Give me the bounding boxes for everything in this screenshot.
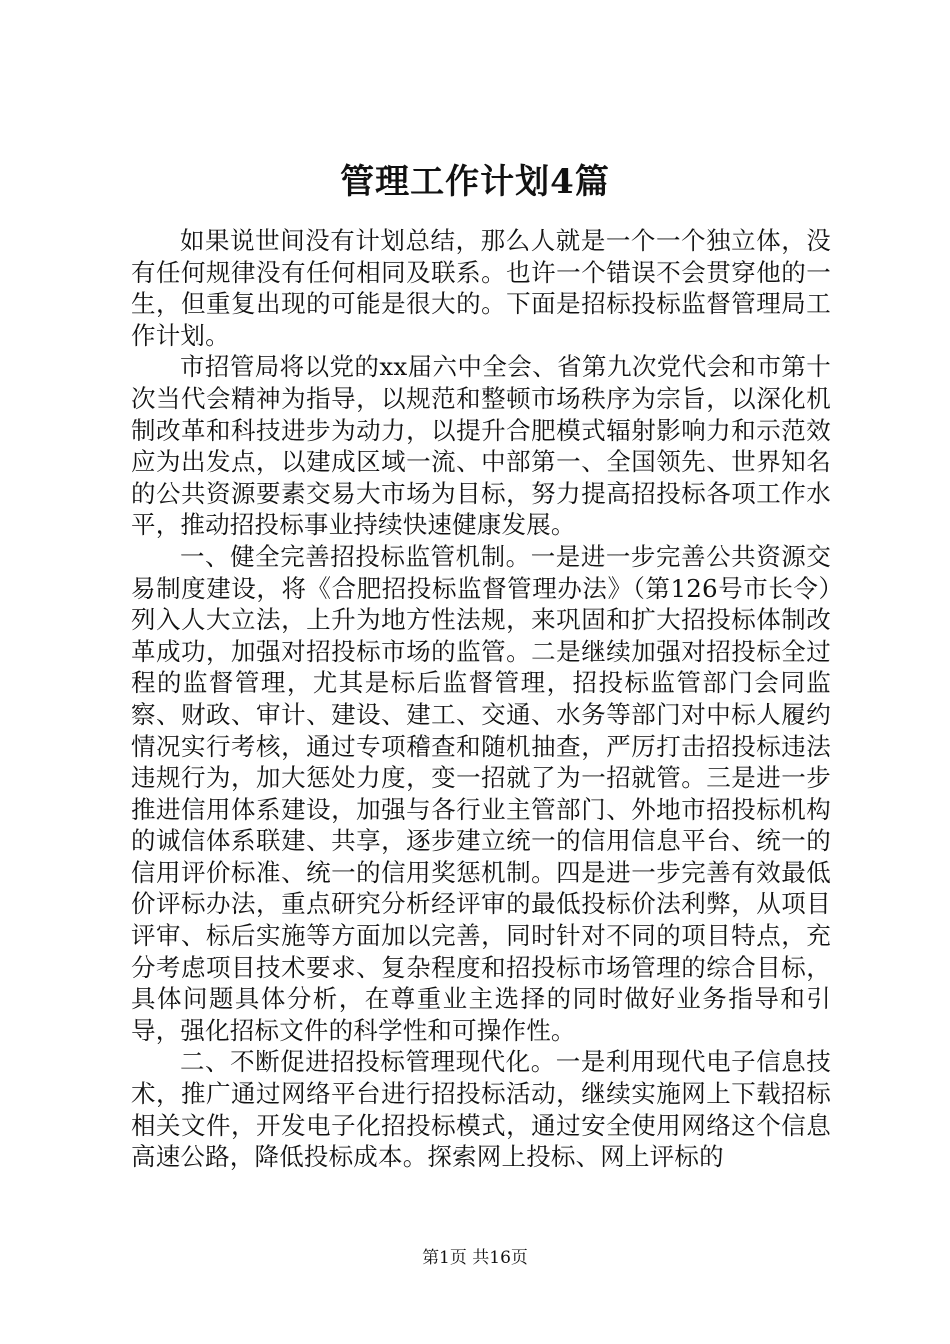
paragraph-section-two: 二、不断促进招投标管理现代化。一是利用现代电子信息技术，推广通过网络平台进行招投标活动，继续实施网上下载招标相关文件，开发电子化招投标模式，通过安全使用网络这个信息高速公路，降低投标成本。探索网上投标、网上评标的 bbox=[131, 1047, 831, 1172]
page-total: 共16页 bbox=[472, 1248, 528, 1268]
document-title: 管理工作计划4篇 bbox=[340, 162, 610, 202]
page-footer bbox=[0, 1247, 950, 1269]
document-body bbox=[131, 225, 831, 1173]
paragraph-section-one: 一、健全完善招投标监管机制。一是进一步完善公共资源交易制度建设，将《合肥招投标监督管理办法》（第126号市长令）列入人大立法，上升为地方性法规，来巩固和扩大招投标体制改革成功，加强对招投标市场的监管。二是继续加强对招投标全过程的监督管理，尤其是标后监督管理，招投标监管部门会同监察、财政、审计、建设、建工、交通、水务等部门对中标人履约情况实行考核，通过专项稽查和随机抽查，严厉打击招投标违法违规行为，加大惩处力度，变一招就了为一招就管。三是进一步推进信用体系建设，加强与各行业主管部门、外地市招投标机构的诚信体系联建、共享，逐步建立统一的信用信息平台、统一的信用评价标准、统一的信用奖惩机制。四是进一步完善有效最低价评标办法，重点研究分析经评审的最低投标价法利弊，从项目评审、标后实施等方面加以完善，同时针对不同的项目特点，充分考虑项目技术要求、复杂程度和招投标市场管理的综合目标，具体问题具体分析，在尊重业主选择的同时做好业务指导和引导，强化招标文件的科学性和可操作性。 bbox=[131, 541, 831, 1045]
page-number: 第1页 bbox=[422, 1248, 467, 1268]
paragraph-intro: 如果说世间没有计划总结，那么人就是一个一个独立体，没有任何规律没有任何相同及联系。也许一个错误不会贯穿他的一生，但重复出现的可能是很大的。下面是招标投标监督管理局工作计划。 bbox=[131, 226, 831, 350]
paragraph-overview: 市招管局将以党的xx届六中全会、省第九次党代会和市第十次当代会精神为指导，以规范和整顿市场秩序为宗旨，以深化机制改革和科技进步为动力，以提升合肥模式辐射影响力和示范效应为出发点，以建成区域一流、中部第一、全国领先、世界知名的公共资源要素交易大市场为目标，努力提高招投标各项工作水平，推动招投标事业持续快速健康发展。 bbox=[131, 352, 831, 540]
